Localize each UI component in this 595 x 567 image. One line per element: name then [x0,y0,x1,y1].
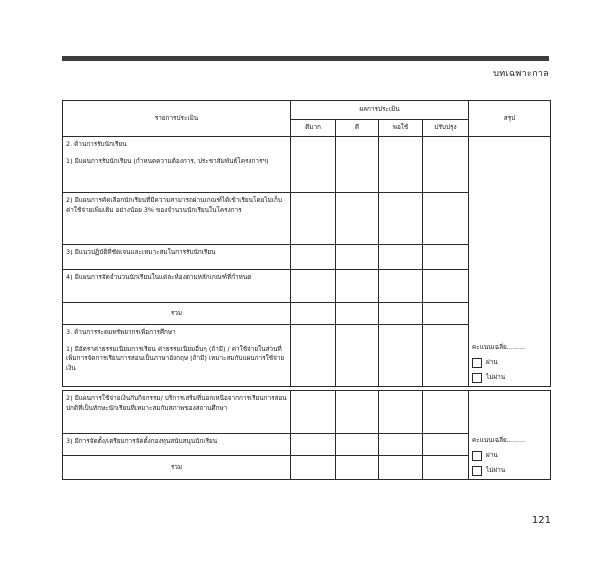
score-cell[interactable] [336,270,379,303]
score-cell[interactable] [423,193,469,245]
score-cell[interactable] [379,303,423,325]
pass-checkbox[interactable] [472,451,482,461]
score-cell[interactable] [291,325,336,387]
score-cell[interactable] [291,303,336,325]
score-cell[interactable] [291,456,336,480]
level-fair: พอใช้ [379,120,423,137]
fail-checkbox[interactable] [472,466,482,476]
pass-label: ผ่าน [486,451,498,460]
score-cell[interactable] [291,391,336,434]
score-cell[interactable] [336,325,379,387]
score-cell[interactable] [379,434,423,456]
item-text: 1) มีแผนการรับนักเรียน (กำหนดความต้องการ, ประชาสัมพันธ์โครงการฯ) [66,156,269,165]
score-cell[interactable] [379,137,423,193]
score-cell[interactable] [423,303,469,325]
score-cell[interactable] [291,245,336,270]
table-row: 4) มีแผนการจัดจำนวนนักเรียนในแต่ละห้องตามหลักเกณฑ์ที่กำหนด [63,270,291,303]
score-cell[interactable] [291,434,336,456]
score-cell[interactable] [336,193,379,245]
section-title: 2. ด้านการรับนักเรียน [66,140,127,148]
summary-cell [469,137,551,387]
total-label: รวม [63,456,291,480]
score-cell[interactable] [423,456,469,480]
score-cell[interactable] [336,456,379,480]
header-item: รายการประเมิน [63,101,291,137]
fail-option[interactable] [472,373,547,383]
pass-option[interactable] [472,451,547,461]
score-cell[interactable] [379,245,423,270]
chapter-title: บทเฉพาะกาล [493,69,549,79]
score-cell[interactable] [379,391,423,434]
score-cell[interactable] [423,391,469,434]
evaluation-table-continued [62,390,551,480]
header-result: ผลการประเมิน [291,101,469,120]
table-row: 2) มีแผนการคัดเลือกนักเรียนที่มีความสามารถผ่านเกณฑ์ได้เข้าเรียนโดยไม่เก็บค่าใช้จ่ายเพิ่มเติม อย่างน้อย 3% ของจำนวนนักเรียนในโครงการ [63,193,291,245]
table-row [63,137,291,193]
pass-option[interactable] [472,358,547,368]
evaluation-table [62,100,551,387]
score-cell[interactable] [336,245,379,270]
score-cell[interactable] [336,303,379,325]
score-cell[interactable] [379,456,423,480]
fail-checkbox[interactable] [472,373,482,383]
pass-label: ผ่าน [486,358,498,367]
score-cell[interactable] [336,434,379,456]
header-summary: สรุป [469,101,551,137]
total-label: รวม [63,303,291,325]
score-cell[interactable] [291,193,336,245]
level-improve: ปรับปรุง [423,120,469,137]
score-cell[interactable] [336,391,379,434]
score-cell[interactable] [423,270,469,303]
section-title: 3. ด้านการระดมทรัพยากรเพื่อการศึกษา [66,328,176,336]
table-row [63,325,291,387]
fail-option[interactable] [472,466,547,476]
fail-label: ไม่ผ่าน [486,373,506,382]
score-average-label: คะแนนเฉลี่ย......... [472,342,526,351]
score-cell[interactable] [379,270,423,303]
level-very-good: ดีมาก [291,120,336,137]
page-number: 121 [531,515,551,526]
table-row: 3) มีการจัดตั้ง/เตรียมการจัดตั้งกองทุนสนับสนุนนักเรียน [63,434,291,456]
table-row: 2) มีแผนการใช้จ่ายเงินกับกิจกรรม/ บริการเสริมที่นอกเหนือจากการเรียนการสอนปกติที่เป็นทักษะนักเรียนที่เหมาะสมกับสภาพของสถานศึกษา [63,391,291,434]
score-cell[interactable] [291,270,336,303]
score-cell[interactable] [423,137,469,193]
score-average-label: คะแนนเฉลี่ย......... [472,435,526,444]
summary-cell [469,391,551,480]
pass-checkbox[interactable] [472,358,482,368]
header-rule [62,56,549,61]
score-cell[interactable] [423,434,469,456]
level-good: ดี [336,120,379,137]
score-cell[interactable] [336,137,379,193]
score-cell[interactable] [291,137,336,193]
score-cell[interactable] [379,325,423,387]
item-text: 1) มีอัตราค่าธรรมเนียมการเรียน ค่าธรรมเนียมอื่นๆ (ถ้ามี) / ค่าใช้จ่ายในส่วนที่เพิ่มการจัดการเรียนการสอนเป็นภาษาอังกฤษ (ถ้ามี) เหมาะสมกับแผนการใช้จ่ายเงิน [66,344,285,372]
table-row: 3) มีแนวปฏิบัติที่ชัดเจนและเหมาะสมในการรับนักเรียน [63,245,291,270]
fail-label: ไม่ผ่าน [486,466,506,475]
score-cell[interactable] [423,245,469,270]
score-cell[interactable] [423,325,469,387]
score-cell[interactable] [379,193,423,245]
